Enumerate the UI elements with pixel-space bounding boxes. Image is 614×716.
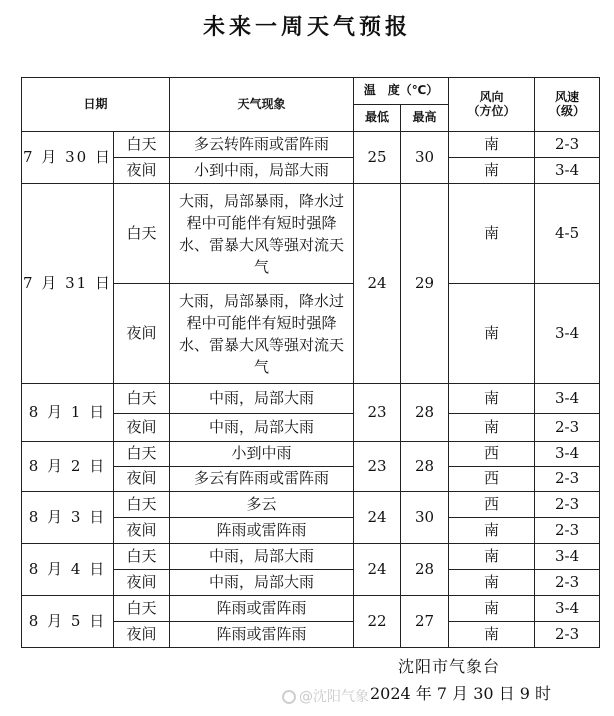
max-temp-cell: 28 — [401, 384, 449, 442]
min-temp-cell: 23 — [354, 384, 401, 442]
wind-direction-cell: 南 — [449, 570, 535, 596]
weather-cell: 多云 — [170, 492, 354, 518]
wind-direction-cell: 西 — [449, 492, 535, 518]
wind-speed-cell: 3-4 — [535, 544, 600, 570]
header-wind-speed-line1: 风速 — [555, 89, 580, 104]
date-cell: 8 月 2 日 — [22, 442, 114, 492]
date-cell: 8 月 5 日 — [22, 596, 114, 648]
max-temp-cell: 28 — [401, 442, 449, 492]
period-cell: 白天 — [114, 384, 170, 414]
date-cell: 8 月 3 日 — [22, 492, 114, 544]
watermark-text: @沈阳气象 — [299, 689, 369, 705]
wind-direction-cell: 南 — [449, 622, 535, 648]
period-cell: 夜间 — [114, 518, 170, 544]
period-cell: 白天 — [114, 544, 170, 570]
min-temp-cell: 24 — [354, 184, 401, 384]
wind-direction-cell: 南 — [449, 384, 535, 414]
period-cell: 白天 — [114, 492, 170, 518]
wind-direction-cell: 西 — [449, 467, 535, 492]
min-temp-cell: 25 — [354, 132, 401, 184]
header-wind-direction-line2: （方位） — [467, 103, 516, 118]
max-temp-cell: 30 — [401, 132, 449, 184]
wind-speed-cell: 2-3 — [535, 467, 600, 492]
weather-cell: 中雨，局部大雨 — [170, 570, 354, 596]
weibo-logo-icon — [282, 690, 296, 704]
period-cell: 夜间 — [114, 414, 170, 442]
period-cell: 夜间 — [114, 284, 170, 384]
wind-speed-cell: 3-4 — [535, 158, 600, 184]
wind-speed-cell: 3-4 — [535, 442, 600, 467]
min-temp-cell: 23 — [354, 442, 401, 492]
forecast-table — [21, 77, 600, 648]
header-date: 日期 — [22, 78, 170, 132]
weather-cell: 多云有阵雨或雷阵雨 — [170, 467, 354, 492]
period-cell: 白天 — [114, 596, 170, 622]
header-weather: 天气现象 — [170, 78, 354, 132]
header-min-temp: 最低 — [354, 105, 401, 132]
wind-direction-cell: 南 — [449, 544, 535, 570]
period-cell: 夜间 — [114, 467, 170, 492]
date-cell: 7 月 30 日 — [22, 132, 114, 184]
weather-cell: 小到中雨 — [170, 442, 354, 467]
table-row — [22, 184, 600, 284]
header-wind-direction — [449, 78, 535, 132]
table-row — [22, 132, 600, 158]
wind-direction-cell: 南 — [449, 414, 535, 442]
table-row — [22, 492, 600, 518]
table-row — [22, 384, 600, 414]
period-cell: 夜间 — [114, 158, 170, 184]
wind-speed-cell: 4-5 — [535, 184, 600, 284]
period-cell: 白天 — [114, 442, 170, 467]
header-temperature: 温 度（℃） — [354, 78, 449, 105]
weather-cell: 大雨，局部暴雨，降水过程中可能伴有短时强降水、雷暴大风等强对流天气 — [170, 284, 354, 384]
wind-direction-cell: 南 — [449, 132, 535, 158]
wind-speed-cell: 2-3 — [535, 132, 600, 158]
period-cell: 白天 — [114, 132, 170, 158]
header-wind-direction-line1: 风向 — [479, 89, 504, 104]
wind-speed-cell: 2-3 — [535, 414, 600, 442]
header-wind-speed — [535, 78, 600, 132]
issuer-name: 沈阳市气象台 — [398, 657, 501, 676]
max-temp-cell: 29 — [401, 184, 449, 384]
max-temp-cell: 28 — [401, 544, 449, 596]
wind-speed-cell: 2-3 — [535, 492, 600, 518]
wind-speed-cell: 2-3 — [535, 622, 600, 648]
weather-cell: 中雨，局部大雨 — [170, 384, 354, 414]
table-row — [22, 596, 600, 622]
table-row — [22, 442, 600, 467]
period-cell: 夜间 — [114, 570, 170, 596]
weather-cell: 阵雨或雷阵雨 — [170, 596, 354, 622]
wind-direction-cell: 南 — [449, 184, 535, 284]
weather-cell: 小到中雨，局部大雨 — [170, 158, 354, 184]
weather-cell: 阵雨或雷阵雨 — [170, 518, 354, 544]
wind-direction-cell: 南 — [449, 518, 535, 544]
wind-direction-cell: 西 — [449, 442, 535, 467]
period-cell: 夜间 — [114, 622, 170, 648]
wind-speed-cell: 2-3 — [535, 518, 600, 544]
date-cell: 8 月 1 日 — [22, 384, 114, 442]
period-cell: 白天 — [114, 184, 170, 284]
watermark — [282, 686, 369, 706]
wind-direction-cell: 南 — [449, 284, 535, 384]
min-temp-cell: 24 — [354, 492, 401, 544]
wind-speed-cell: 2-3 — [535, 570, 600, 596]
weather-cell: 阵雨或雷阵雨 — [170, 622, 354, 648]
page-title: 未来一周天气预报 — [202, 15, 411, 40]
wind-direction-cell: 南 — [449, 158, 535, 184]
weather-cell: 中雨，局部大雨 — [170, 544, 354, 570]
min-temp-cell: 24 — [354, 544, 401, 596]
wind-speed-cell: 3-4 — [535, 384, 600, 414]
weather-cell: 多云转阵雨或雷阵雨 — [170, 132, 354, 158]
wind-speed-cell: 3-4 — [535, 596, 600, 622]
issue-time: 2024 年 7 月 30 日 9 时 — [370, 684, 552, 703]
table-row — [22, 544, 600, 570]
date-cell: 8 月 4 日 — [22, 544, 114, 596]
weather-cell: 中雨，局部大雨 — [170, 414, 354, 442]
wind-direction-cell: 南 — [449, 596, 535, 622]
weather-cell: 大雨，局部暴雨，降水过程中可能伴有短时强降水、雷暴大风等强对流天气 — [170, 184, 354, 284]
header-wind-speed-line2: （级） — [549, 103, 586, 118]
max-temp-cell: 30 — [401, 492, 449, 544]
min-temp-cell: 22 — [354, 596, 401, 648]
max-temp-cell: 27 — [401, 596, 449, 648]
wind-speed-cell: 3-4 — [535, 284, 600, 384]
header-max-temp: 最高 — [401, 105, 449, 132]
date-cell: 7 月 31 日 — [22, 184, 114, 384]
